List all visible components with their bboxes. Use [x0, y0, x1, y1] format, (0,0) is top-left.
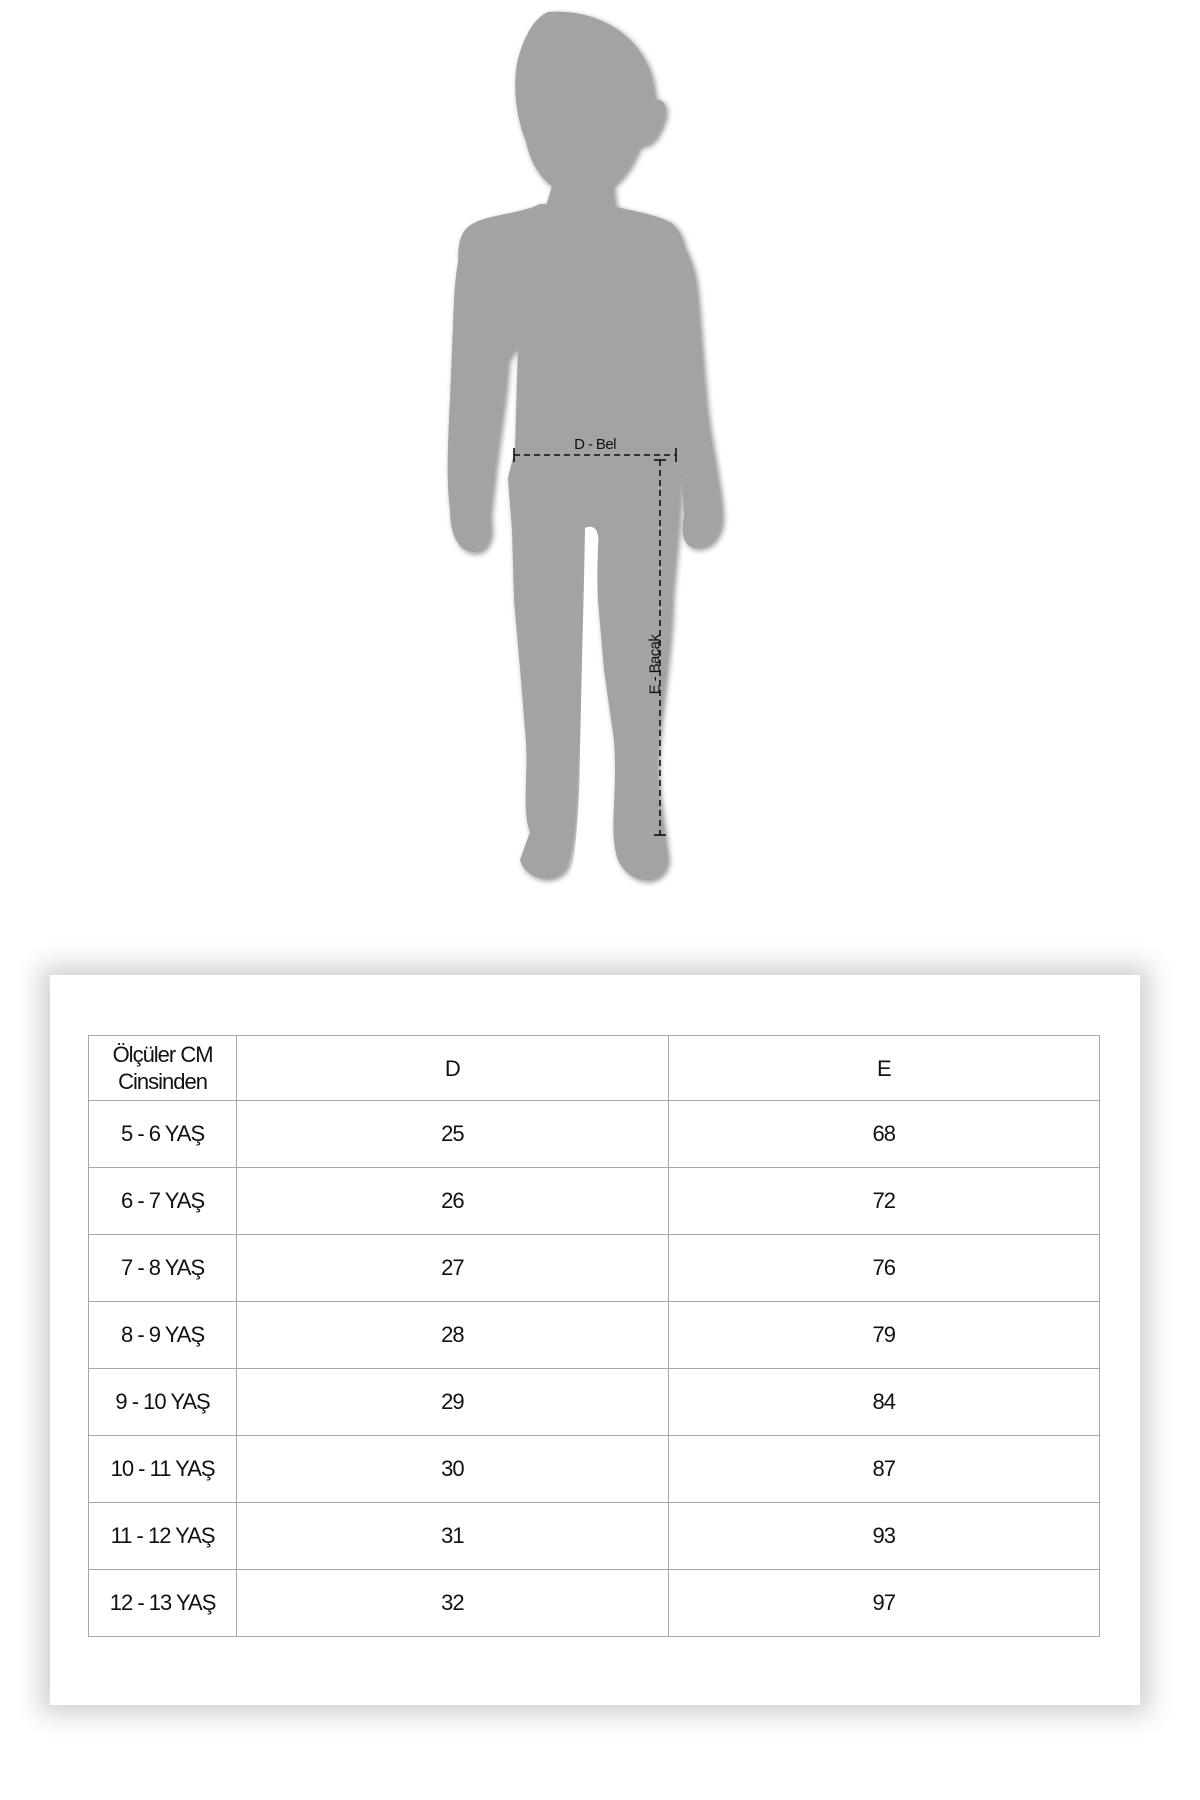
leg-value-cell: 97 — [668, 1570, 1099, 1637]
table-row — [89, 1503, 1100, 1570]
age-cell: 10 - 11 YAŞ — [89, 1436, 237, 1503]
table-row — [89, 1235, 1100, 1302]
table-row — [89, 1168, 1100, 1235]
age-cell: 12 - 13 YAŞ — [89, 1570, 237, 1637]
header-line-1: Ölçüler CM — [112, 1042, 213, 1067]
leg-value-cell: 87 — [668, 1436, 1099, 1503]
header-cell-measurements — [89, 1036, 237, 1101]
table-row — [89, 1101, 1100, 1168]
header-cell-d: D — [237, 1036, 668, 1101]
header-cell-e: E — [668, 1036, 1099, 1101]
waist-value-cell: 29 — [237, 1369, 668, 1436]
waist-value-cell: 30 — [237, 1436, 668, 1503]
waist-value-cell: 32 — [237, 1570, 668, 1637]
leg-value-cell: 76 — [668, 1235, 1099, 1302]
table-header-row — [89, 1036, 1100, 1101]
leg-value-cell: 68 — [668, 1101, 1099, 1168]
waist-value-cell: 26 — [237, 1168, 668, 1235]
leg-value-cell: 72 — [668, 1168, 1099, 1235]
size-chart-table — [88, 1035, 1100, 1637]
age-cell: 9 - 10 YAŞ — [89, 1369, 237, 1436]
waist-value-cell: 27 — [237, 1235, 668, 1302]
waist-value-cell: 25 — [237, 1101, 668, 1168]
age-cell: 6 - 7 YAŞ — [89, 1168, 237, 1235]
age-cell: 8 - 9 YAŞ — [89, 1302, 237, 1369]
table-row — [89, 1570, 1100, 1637]
table-row — [89, 1302, 1100, 1369]
header-line-2: Cinsinden — [118, 1069, 207, 1094]
age-cell: 5 - 6 YAŞ — [89, 1101, 237, 1168]
leg-value-cell: 79 — [668, 1302, 1099, 1369]
waist-label: D - Bel — [574, 436, 616, 453]
age-cell: 7 - 8 YAŞ — [89, 1235, 237, 1302]
leg-value-cell: 93 — [668, 1503, 1099, 1570]
leg-value-cell: 84 — [668, 1369, 1099, 1436]
waist-value-cell: 31 — [237, 1503, 668, 1570]
leg-label: E - Bacak — [646, 634, 664, 695]
waist-value-cell: 28 — [237, 1302, 668, 1369]
table-row — [89, 1369, 1100, 1436]
size-chart-card — [50, 975, 1140, 1705]
age-cell: 11 - 12 YAŞ — [89, 1503, 237, 1570]
size-table-body — [89, 1036, 1100, 1637]
table-row — [89, 1436, 1100, 1503]
